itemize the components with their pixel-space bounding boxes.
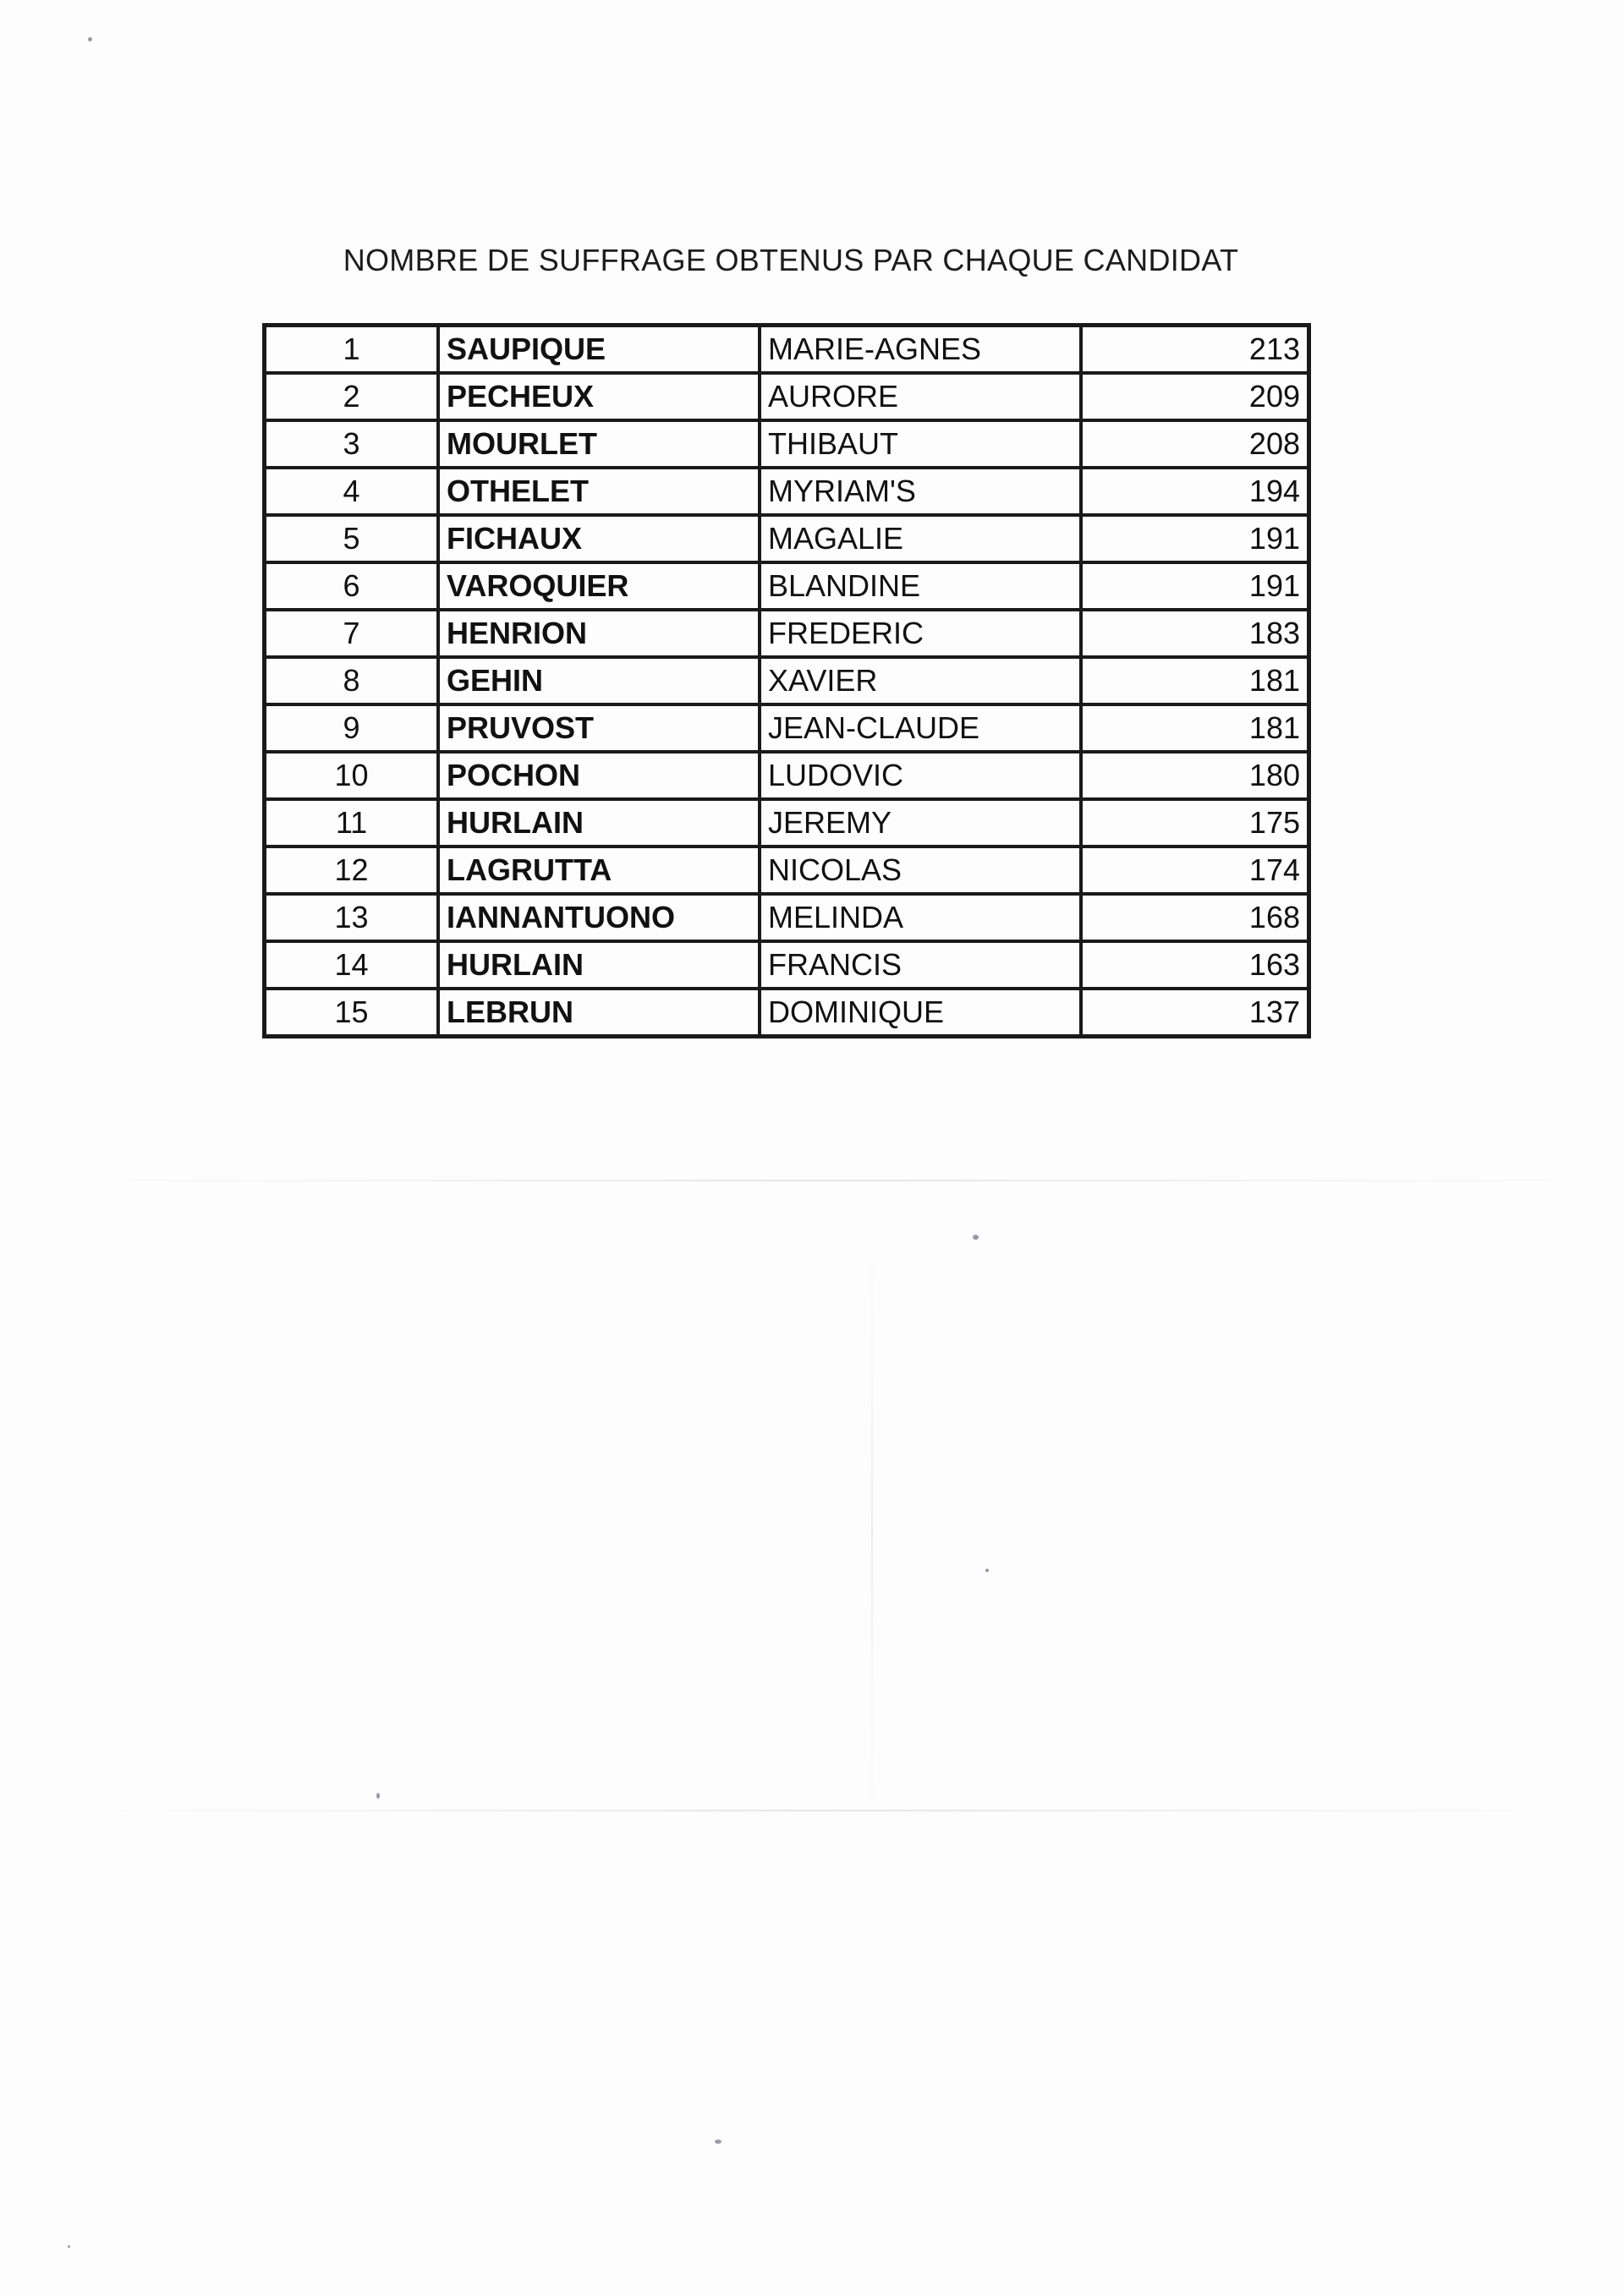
last-name-cell: GEHIN: [438, 657, 760, 704]
last-name-cell: MOURLET: [438, 420, 760, 468]
table-row: [265, 704, 1309, 752]
last-name-cell: FICHAUX: [438, 515, 760, 562]
first-name-cell: MAGALIE: [760, 515, 1081, 562]
votes-cell: 213: [1081, 326, 1309, 374]
votes-cell: 181: [1081, 657, 1309, 704]
last-name-cell: PRUVOST: [438, 704, 760, 752]
votes-cell: 191: [1081, 562, 1309, 610]
table-row: [265, 799, 1309, 847]
rank-cell: 8: [265, 657, 439, 704]
last-name-cell: HURLAIN: [438, 941, 760, 989]
paper-fold-line: [51, 1180, 1624, 1181]
rank-cell: 4: [265, 468, 439, 515]
rank-cell: 12: [265, 847, 439, 894]
last-name-cell: PECHEUX: [438, 373, 760, 420]
votes-cell: 181: [1081, 704, 1309, 752]
rank-cell: 14: [265, 941, 439, 989]
rank-cell: 9: [265, 704, 439, 752]
scan-speck: [68, 2245, 70, 2248]
table-row: [265, 752, 1309, 799]
votes-cell: 175: [1081, 799, 1309, 847]
last-name-cell: SAUPIQUE: [438, 326, 760, 374]
page-title: NOMBRE DE SUFFRAGE OBTENUS PAR CHAQUE CANDIDAT: [343, 243, 1239, 277]
table-row: [265, 420, 1309, 468]
first-name-cell: NICOLAS: [760, 847, 1081, 894]
table-row: [265, 468, 1309, 515]
votes-cell: 209: [1081, 373, 1309, 420]
rank-cell: 10: [265, 752, 439, 799]
table-row: [265, 373, 1309, 420]
last-name-cell: HURLAIN: [438, 799, 760, 847]
first-name-cell: AURORE: [760, 373, 1081, 420]
table-row: [265, 657, 1309, 704]
last-name-cell: POCHON: [438, 752, 760, 799]
table-row: [265, 941, 1309, 989]
table-row: [265, 989, 1309, 1037]
table-row: [265, 515, 1309, 562]
rank-cell: 2: [265, 373, 439, 420]
first-name-cell: THIBAUT: [760, 420, 1081, 468]
last-name-cell: IANNANTUONO: [438, 894, 760, 941]
results-table-body: [265, 326, 1309, 1037]
results-table: [262, 323, 1311, 1038]
first-name-cell: JEREMY: [760, 799, 1081, 847]
last-name-cell: VAROQUIER: [438, 562, 760, 610]
rank-cell: 5: [265, 515, 439, 562]
votes-cell: 174: [1081, 847, 1309, 894]
rank-cell: 11: [265, 799, 439, 847]
first-name-cell: JEAN-CLAUDE: [760, 704, 1081, 752]
scan-speck: [973, 1235, 979, 1240]
first-name-cell: MYRIAM'S: [760, 468, 1081, 515]
first-name-cell: MELINDA: [760, 894, 1081, 941]
table-row: [265, 610, 1309, 657]
first-name-cell: BLANDINE: [760, 562, 1081, 610]
scan-speck: [985, 1569, 989, 1572]
last-name-cell: HENRION: [438, 610, 760, 657]
first-name-cell: FREDERIC: [760, 610, 1081, 657]
paper-fold-line: [871, 1235, 873, 1827]
last-name-cell: OTHELET: [438, 468, 760, 515]
first-name-cell: FRANCIS: [760, 941, 1081, 989]
table-row: [265, 562, 1309, 610]
rank-cell: 3: [265, 420, 439, 468]
first-name-cell: DOMINIQUE: [760, 989, 1081, 1037]
first-name-cell: XAVIER: [760, 657, 1081, 704]
votes-cell: 163: [1081, 941, 1309, 989]
votes-cell: 137: [1081, 989, 1309, 1037]
scan-speck: [715, 2140, 721, 2144]
votes-cell: 208: [1081, 420, 1309, 468]
paper-fold-line: [51, 1810, 1624, 1811]
rank-cell: 15: [265, 989, 439, 1037]
scan-speck: [376, 1793, 380, 1799]
votes-cell: 168: [1081, 894, 1309, 941]
scan-speck: [88, 37, 92, 41]
votes-cell: 191: [1081, 515, 1309, 562]
table-row: [265, 894, 1309, 941]
votes-cell: 183: [1081, 610, 1309, 657]
last-name-cell: LEBRUN: [438, 989, 760, 1037]
rank-cell: 1: [265, 326, 439, 374]
votes-cell: 180: [1081, 752, 1309, 799]
last-name-cell: LAGRUTTA: [438, 847, 760, 894]
rank-cell: 7: [265, 610, 439, 657]
rank-cell: 6: [265, 562, 439, 610]
votes-cell: 194: [1081, 468, 1309, 515]
first-name-cell: LUDOVIC: [760, 752, 1081, 799]
rank-cell: 13: [265, 894, 439, 941]
table-row: [265, 847, 1309, 894]
first-name-cell: MARIE-AGNES: [760, 326, 1081, 374]
table-row: [265, 326, 1309, 374]
